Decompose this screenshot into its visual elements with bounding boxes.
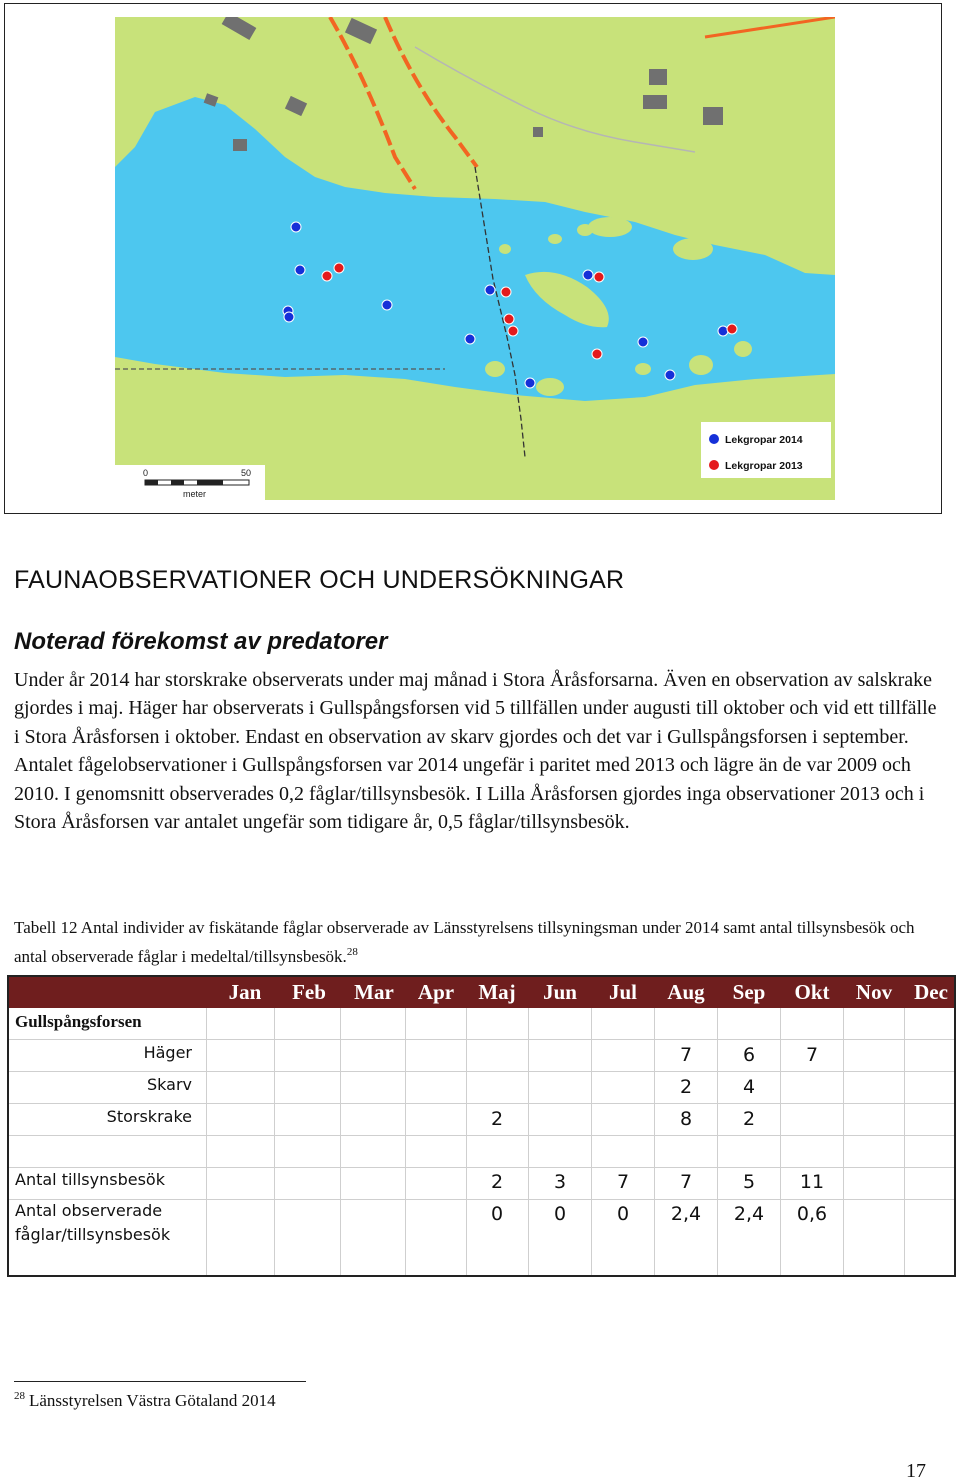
month-header-jun: Jun [543,980,577,1004]
species-label-storskrake: Storskrake [106,1107,192,1126]
month-header-apr: Apr [417,980,455,1004]
observation-point-2013 [501,287,511,297]
cell-skarv-aug: 2 [679,1076,693,1098]
body-paragraph: Under år 2014 har storskrake observerats under maj månad i Stora Åråsforsarna. Även en observation av salskrake gjordes i maj. Häger har observerats i Gullspångsforsen vid 5 tillfällen under augusti till oktober och vid ett tillfälle i Stora Åråsforsen i oktober. Endast en observation av skarv gjordes och det var i Gullspångsforsen i september. Antalet fågelobservationer i Gullspångsforsen var 2014 ungefär i paritet med 2013 och lägre än de var 2009 och 2010. I genomsnitt observerades 0,2 fåglar/tillsynsbesök. I Lilla Åråsforsen gjordes inga observationer 2013 och i Stora Åråsforsen var antalet ungefär som tidigare år, 0,5 fåglar/tillsynsbesök. [14,669,937,834]
observation-point-2014 [583,270,593,280]
map-figure [4,3,942,514]
cell-storskrake-maj: 2 [490,1108,504,1130]
island [577,224,593,236]
scale-unit: meter [183,489,207,499]
month-header-sep: Sep [732,980,766,1004]
cell-hager-sep: 6 [742,1044,756,1066]
island [635,363,651,375]
cell-hager-aug: 7 [679,1044,693,1066]
cell-visits-maj: 2 [490,1171,504,1193]
section-heading: FAUNAOBSERVATIONER OCH UNDERSÖKNINGAR [14,566,625,594]
building [233,139,247,151]
sub-heading: Noterad förekomst av predatorer [14,628,388,655]
legend-label-2014: Lekgropar 2014 [725,434,803,446]
footnote [14,1390,276,1411]
cell-average-maj: 0 [490,1203,504,1225]
legend-marker-2014 [709,434,719,444]
building [643,95,667,109]
observation-point-2013 [727,324,737,334]
month-header-okt: Okt [794,980,830,1004]
island [689,355,713,375]
species-label-skarv: Skarv [147,1075,192,1094]
building [703,107,723,125]
observation-point-2014 [485,285,495,295]
scale-label-max: 50 [241,468,252,478]
month-header-jul: Jul [608,980,637,1004]
observation-point-2013 [322,271,332,281]
island [499,244,511,254]
island [548,234,562,244]
island [673,238,713,260]
month-header-nov: Nov [855,980,893,1004]
observation-point-2014 [638,337,648,347]
observation-point-2013 [334,263,344,273]
page-number: 17 [906,1460,926,1482]
observation-point-2013 [504,314,514,324]
cell-visits-okt: 11 [799,1171,825,1193]
island [588,217,632,237]
island [734,341,752,357]
cell-visits-jun: 3 [553,1171,567,1193]
building [533,127,543,137]
average-label-line1: Antal observerade [15,1201,163,1220]
building [649,69,667,85]
cell-storskrake-aug: 8 [679,1108,693,1130]
map-image [115,17,835,500]
legend-marker-2013 [709,460,719,470]
observation-point-2013 [594,272,604,282]
observation-point-2014 [525,378,535,388]
caption-text: Tabell 12 Antal individer av fiskätande fåglar observerade av Länsstyrelsens tillsyningsman under 2014 samt antal tillsynsbesök och antal observerade fåglar i medeltal/tillsynsbesök. [14,918,915,966]
observation-point-2014 [382,300,392,310]
location-label: Gullspångsforsen [15,1012,142,1031]
month-header-dec: Dec [914,980,948,1004]
scale-label-zero: 0 [143,468,149,478]
observation-point-2014 [718,326,728,336]
cell-average-sep: 2,4 [733,1203,765,1225]
observation-point-2014 [465,334,475,344]
cell-visits-sep: 5 [742,1171,756,1193]
cell-visits-jul: 7 [616,1171,630,1193]
legend-label-2013: Lekgropar 2013 [725,460,803,472]
species-label-hager: Häger [143,1043,192,1062]
table-caption [14,916,944,969]
scale-bar [115,465,265,500]
cell-average-okt: 0,6 [796,1203,828,1225]
month-header-mar: Mar [354,980,394,1004]
month-header-jan: Jan [228,980,262,1004]
observation-point-2014 [291,222,301,232]
observation-point-2013 [592,349,602,359]
cell-hager-okt: 7 [805,1044,819,1066]
cell-average-jun: 0 [553,1203,567,1225]
observation-point-2014 [665,370,675,380]
visits-label: Antal tillsynsbesök [15,1170,165,1189]
footnote-text: Länsstyrelsen Västra Götaland 2014 [29,1391,276,1410]
map-legend [701,422,831,478]
footnote-reference: 28 [346,946,358,958]
cell-storskrake-sep: 2 [742,1108,756,1130]
island [536,378,564,396]
footnote-number: 28 [14,1390,25,1402]
island [485,361,505,377]
month-header-aug: Aug [667,980,705,1004]
observation-point-2014 [284,312,294,322]
month-header-maj: Maj [478,980,516,1004]
average-label-line2: fåglar/tillsynsbesök [15,1225,171,1244]
cell-average-jul: 0 [616,1203,630,1225]
cell-average-aug: 2,4 [670,1203,702,1225]
table-header-row [9,977,954,1008]
cell-skarv-sep: 4 [742,1076,756,1098]
cell-visits-aug: 7 [679,1171,693,1193]
observation-point-2013 [508,326,518,336]
observation-table [7,975,956,1277]
observation-point-2014 [295,265,305,275]
footnote-divider [14,1381,306,1382]
month-header-feb: Feb [292,980,326,1004]
